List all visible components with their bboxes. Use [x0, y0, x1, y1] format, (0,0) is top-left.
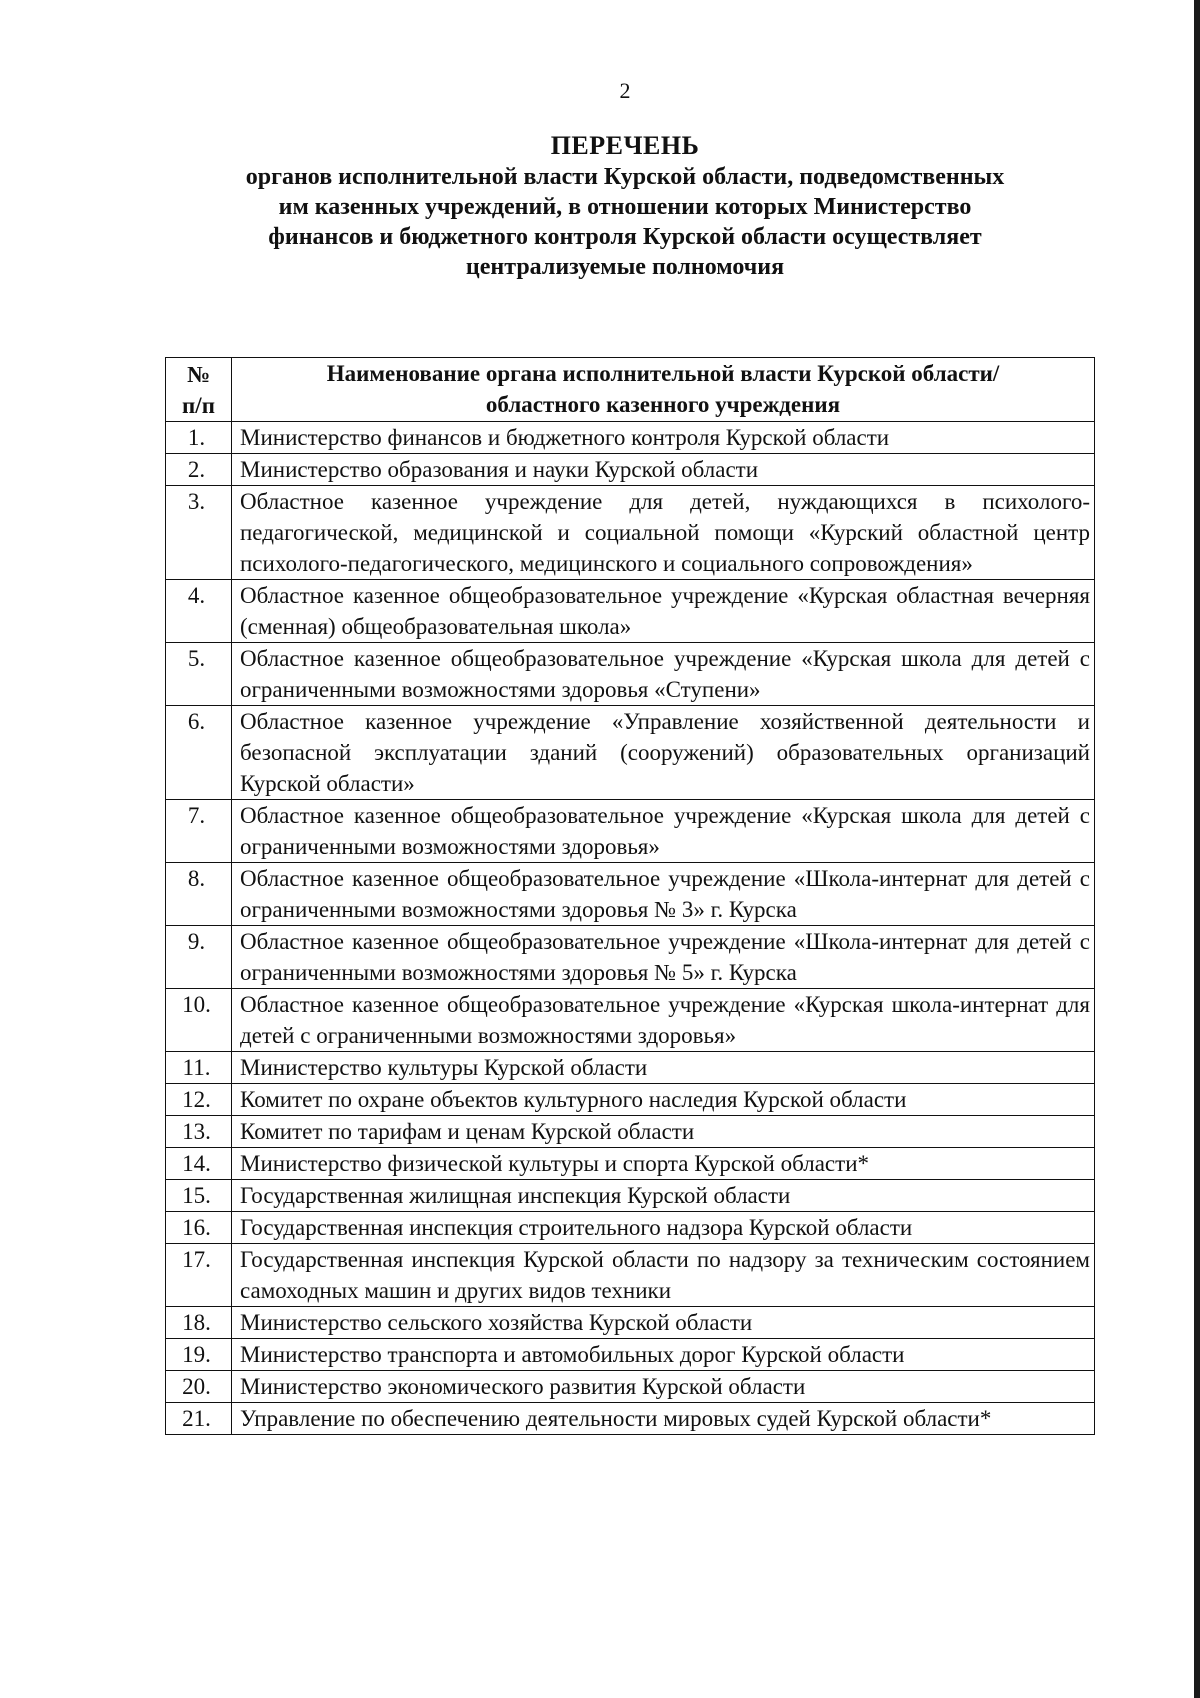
table-header-row	[166, 358, 1095, 422]
row-name: Государственная жилищная инспекция Курской области	[232, 1180, 1095, 1212]
row-number: 11.	[166, 1052, 232, 1084]
subtitle-line: им казенных учреждений, в отношении которых Министерство	[278, 194, 972, 220]
table-row	[166, 706, 1095, 800]
table-row	[166, 1084, 1095, 1116]
row-number: 10.	[166, 989, 232, 1052]
row-number: 4.	[166, 580, 232, 643]
document-title: ПЕРЕЧЕНЬ	[550, 131, 700, 160]
row-name: Комитет по тарифам и ценам Курской области	[232, 1116, 1095, 1148]
table-row	[166, 1403, 1095, 1435]
row-number: 21.	[166, 1403, 232, 1435]
row-name: Комитет по охране объектов культурного наследия Курской области	[232, 1084, 1095, 1116]
table-row	[166, 926, 1095, 989]
table-row	[166, 1307, 1095, 1339]
row-name: Областное казенное общеобразовательное учреждение «Курская областная вечерняя (сменная) общеобразовательная школа»	[232, 580, 1095, 643]
row-name: Министерство транспорта и автомобильных дорог Курской области	[232, 1339, 1095, 1371]
row-number: 14.	[166, 1148, 232, 1180]
row-number: 20.	[166, 1371, 232, 1403]
row-number: 16.	[166, 1212, 232, 1244]
row-number: 19.	[166, 1339, 232, 1371]
row-name: Областное казенное учреждение «Управление хозяйственной деятельности и безопасной эксплуатации зданий (сооружений) образовательных организаций Курской области»	[232, 706, 1095, 800]
row-name: Областное казенное общеобразовательное учреждение «Школа-интернат для детей с ограниченными возможностями здоровья № 3» г. Курска	[232, 863, 1095, 926]
row-name: Министерство экономического развития Курской области	[232, 1371, 1095, 1403]
table-row	[166, 422, 1095, 454]
row-name: Областное казенное учреждение для детей, нуждающихся в психолого-педагогической, медицинской и социальной помощи «Курский областной центр психолого-педагогического, медицинского и социального сопровождения»	[232, 486, 1095, 580]
table-row	[166, 1180, 1095, 1212]
table-row	[166, 1371, 1095, 1403]
table-row	[166, 863, 1095, 926]
row-number: 6.	[166, 706, 232, 800]
row-number: 8.	[166, 863, 232, 926]
authorities-table	[165, 357, 1095, 1435]
document-heading	[150, 130, 1100, 282]
row-number: 12.	[166, 1084, 232, 1116]
row-number: 9.	[166, 926, 232, 989]
row-number: 7.	[166, 800, 232, 863]
table-row	[166, 1212, 1095, 1244]
scan-edge	[1194, 0, 1200, 1698]
subtitle-line: централизуемые полномочия	[465, 254, 785, 280]
row-name: Министерство культуры Курской области	[232, 1052, 1095, 1084]
row-number: 1.	[166, 422, 232, 454]
row-number: 5.	[166, 643, 232, 706]
row-name: Областное казенное общеобразовательное учреждение «Школа-интернат для детей с ограниченными возможностями здоровья № 5» г. Курска	[232, 926, 1095, 989]
table-row	[166, 454, 1095, 486]
row-name: Управление по обеспечению деятельности мировых судей Курской области*	[232, 1403, 1095, 1435]
table-row	[166, 486, 1095, 580]
table-row	[166, 989, 1095, 1052]
row-number: 18.	[166, 1307, 232, 1339]
table-row	[166, 1116, 1095, 1148]
column-header-name: Наименование органа исполнительной власти Курской области/ областного казенного учреждения	[232, 358, 1095, 422]
table-row	[166, 1052, 1095, 1084]
row-number: 15.	[166, 1180, 232, 1212]
table-row	[166, 1244, 1095, 1307]
row-name: Государственная инспекция строительного надзора Курской области	[232, 1212, 1095, 1244]
table-row	[166, 643, 1095, 706]
column-header-number: № п/п	[166, 358, 232, 422]
row-name: Областное казенное общеобразовательное учреждение «Курская школа для детей с ограниченными возможностями здоровья «Ступени»	[232, 643, 1095, 706]
row-number: 2.	[166, 454, 232, 486]
subtitle-line: органов исполнительной власти Курской области, подведомственных	[245, 164, 1005, 190]
row-name: Министерство физической культуры и спорта Курской области*	[232, 1148, 1095, 1180]
table-row	[166, 1339, 1095, 1371]
row-name: Областное казенное общеобразовательное учреждение «Курская школа-интернат для детей с ограниченными возможностями здоровья»	[232, 989, 1095, 1052]
row-name: Государственная инспекция Курской области по надзору за техническим состоянием самоходных машин и других видов техники	[232, 1244, 1095, 1307]
row-name: Министерство образования и науки Курской области	[232, 454, 1095, 486]
table-row	[166, 800, 1095, 863]
row-number: 17.	[166, 1244, 232, 1307]
document-subtitle	[150, 162, 1100, 282]
table-body	[166, 422, 1095, 1435]
table-row	[166, 1148, 1095, 1180]
row-number: 3.	[166, 486, 232, 580]
table-row	[166, 580, 1095, 643]
row-number: 13.	[166, 1116, 232, 1148]
page-number: 2	[619, 78, 631, 103]
row-name: Министерство сельского хозяйства Курской области	[232, 1307, 1095, 1339]
row-name: Областное казенное общеобразовательное учреждение «Курская школа для детей с ограниченными возможностями здоровья»	[232, 800, 1095, 863]
subtitle-line: финансов и бюджетного контроля Курской области осуществляет	[268, 224, 982, 250]
row-name: Министерство финансов и бюджетного контроля Курской области	[232, 422, 1095, 454]
